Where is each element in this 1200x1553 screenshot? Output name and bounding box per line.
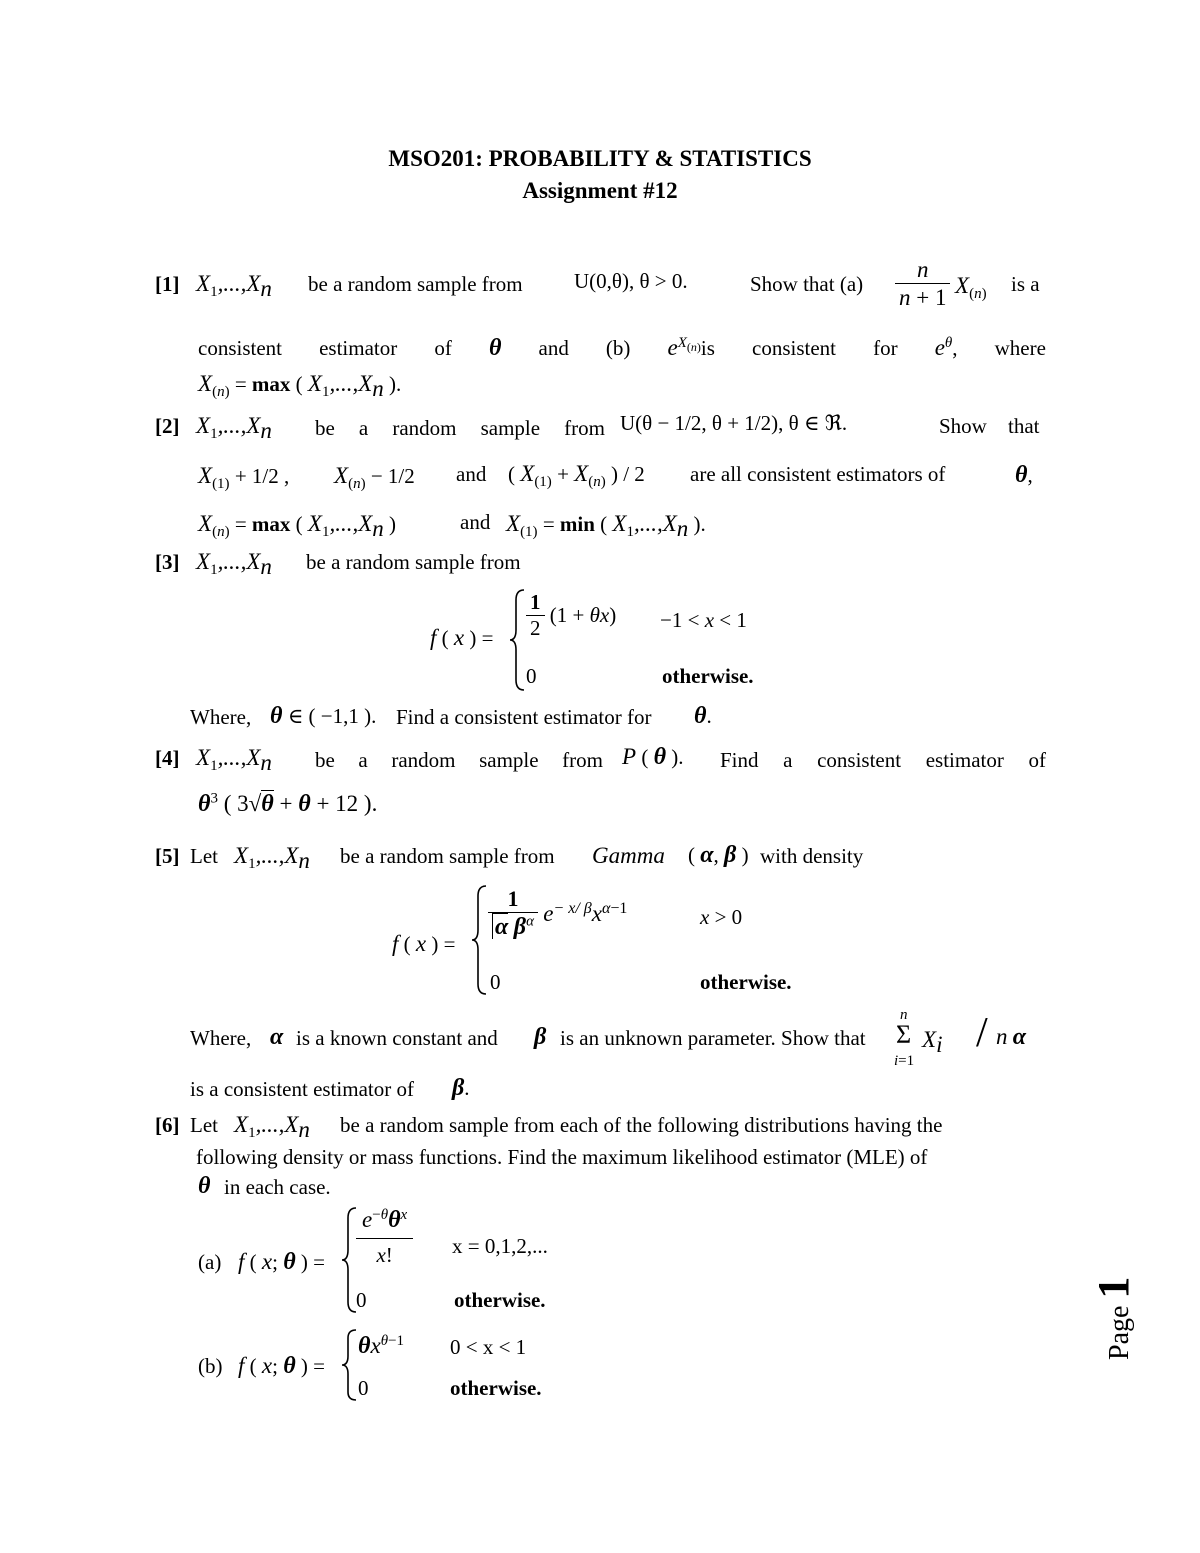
problem-4-sample: $X_1,...,X_n$ [196, 745, 272, 776]
problem-1-dist: U(0,θ), θ > 0. [574, 269, 688, 293]
problem-3-zero: 0 [526, 664, 537, 688]
problem-5-label: [5] [155, 844, 180, 868]
brace-icon [340, 1328, 358, 1402]
problem-5-sample: $X_1,...,X_n$ [234, 843, 310, 874]
problem-6-line3: in each case. [224, 1175, 331, 1199]
problem-2-and-2: and [460, 510, 491, 534]
problem-2-label: [2] [155, 414, 180, 438]
problem-3-intro: be a random sample from [306, 550, 521, 574]
problem-5-sum: $X_i$ [922, 1027, 943, 1058]
problem-2-min: $X_{(1)} = \min$ ( $X_1,...,X_n$ ). [506, 511, 706, 542]
problem-6b-support: 0 < x < 1 [450, 1335, 527, 1359]
problem-3-where: Where, [190, 705, 252, 729]
beta-symbol: β [534, 1024, 547, 1050]
problem-4-dist: P ( θ ). [622, 744, 684, 770]
course-title: MSO201: PROBABILITY & STATISTICS [388, 146, 812, 171]
problem-5-zero: 0 [490, 970, 501, 994]
problem-2-sample: $X_1,...,X_n$ [196, 413, 272, 444]
problem-6a-case1: $\frac{e^{-\theta}\theta^x}{x!}$ [356, 1208, 413, 1266]
problem-6-let: Let [190, 1113, 218, 1137]
problem-4-label: [4] [155, 746, 180, 770]
word: and [538, 336, 569, 360]
problem-2-est-2: $X_{(n)} - 1/2$ [334, 463, 415, 493]
problem-5-beta: β. [452, 1075, 470, 1101]
problem-2-line1a: be a random sample from [315, 416, 605, 440]
problem-1-sample: $X_1,...,X_n$ [196, 271, 272, 302]
page-number [1088, 1277, 1139, 1360]
problem-1-line2 [198, 335, 1046, 362]
problem-6-sample: $X_1,...,X_n$ [234, 1112, 310, 1143]
problem-5-gamma: Gamma [592, 843, 665, 868]
problem-2-max: $X_{(n)} = \max$ ( $X_1,...,X_n$ ) [198, 511, 397, 542]
problem-5-otherwise: otherwise. [700, 970, 792, 994]
problem-2-text: are all consistent estimators of [690, 462, 946, 486]
sum-upper: n [900, 1007, 908, 1023]
problem-3-case1: $\frac{1}{2}$ (1 + θx) [526, 592, 616, 639]
problem-3-otherwise: otherwise. [662, 664, 754, 688]
problem-1-label: [1] [155, 272, 180, 296]
problem-3-range: θ ∈ ( −1,1 ). [270, 703, 377, 729]
problem-4-line1a: be a random sample from [315, 748, 603, 772]
brace-icon [508, 588, 526, 692]
sum-icon: Σ [896, 1020, 912, 1049]
problem-5-intro: be a random sample from [340, 844, 555, 868]
word: consistent [752, 336, 837, 360]
problem-6b-zero: 0 [358, 1376, 369, 1400]
problem-5-where: Where, [190, 1026, 252, 1050]
problem-3-sample: $X_1,...,X_n$ [196, 549, 272, 580]
problem-5-unknown: is an unknown parameter. Show that [560, 1026, 866, 1050]
problem-1-xn: $X_{(n)}$ [955, 273, 987, 303]
problem-1-text-c: is a [1011, 272, 1040, 296]
problem-6-part-b: (b) [198, 1354, 223, 1378]
problem-5-params: ( α, β ) [688, 842, 749, 868]
word: where [994, 336, 1046, 360]
word: of [434, 336, 452, 360]
page-word: Page [1104, 1305, 1135, 1360]
problem-3-fx: f ( x ) = [430, 625, 494, 650]
problem-1-fraction: $\frac{n}{n + 1}$ [895, 258, 950, 309]
word: for [873, 336, 898, 360]
problem-5-case1: $\frac{1}{\alpha \beta^\alpha}$ $e^{- x/ \beta}x^{\alpha-1}$ [488, 888, 627, 939]
problem-3-label: [3] [155, 550, 180, 574]
problem-2-that: that [1008, 414, 1040, 438]
problem-1-max: $X_{(n)} = \max$ ( $X_1,...,X_n$ ). [198, 371, 402, 402]
problem-1-text-a: be a random sample from [308, 272, 523, 296]
problem-6b-otherwise: otherwise. [450, 1376, 542, 1400]
problem-3-find: Find a consistent estimator for [396, 705, 652, 729]
problem-2-est-3: ( $X_{(1)} + X_{(n)}$ ) / 2 [508, 461, 645, 491]
problem-3-theta: θ. [694, 703, 712, 729]
brace-icon [470, 884, 488, 996]
sum-lower: i=1 [894, 1053, 915, 1069]
problem-2-dist: U(θ − 1/2, θ + 1/2), θ ∈ ℜ. [620, 411, 848, 435]
problem-2-and: and [456, 462, 487, 486]
word: (b) [605, 336, 631, 360]
problem-4-line1b: Find a consistent estimator of [720, 748, 1046, 772]
problem-5-nalpha: n α [996, 1024, 1027, 1050]
word: estimator [319, 336, 398, 360]
problem-5-known: is a known constant and [296, 1026, 498, 1050]
problem-6-part-a: (a) [198, 1250, 222, 1274]
slash-icon: / [976, 1010, 988, 1056]
exp-theta: $e^\theta$, [934, 335, 958, 360]
problem-4-target: $\theta^3$ ( 3√θ + θ + 12 ). [198, 790, 378, 817]
problem-5-fx: f ( x ) = [392, 931, 456, 956]
problem-6a-fx: f ( x; θ ) = [238, 1249, 326, 1275]
problem-6b-fx: f ( x; θ ) = [238, 1353, 326, 1379]
word: consistent [198, 336, 282, 360]
problem-6-intro: be a random sample from each of the following distributions having the [340, 1113, 943, 1137]
alpha-symbol: α [270, 1024, 284, 1050]
page-digit: 1 [1089, 1276, 1138, 1299]
problem-5-conclusion: is a consistent estimator of [190, 1077, 414, 1101]
assignment-title: Assignment #12 [522, 178, 678, 203]
problem-5-support: x > 0 [700, 905, 743, 929]
problem-6-label: [6] [155, 1113, 180, 1137]
theta-symbol: θ [488, 335, 502, 361]
problem-6b-case1: $\theta x^{\theta-1}$ [358, 1333, 405, 1359]
problem-2-est-1: $X_{(1)} + 1/2$ , [198, 463, 290, 493]
problem-6a-zero: 0 [356, 1288, 367, 1312]
problem-6a-support: x = 0,1,2,... [452, 1234, 548, 1258]
problem-1-text-b: Show that (a) [750, 272, 864, 296]
problem-5-density: with density [760, 844, 864, 868]
problem-2-theta: θ, [1015, 462, 1033, 488]
problem-5-let: Let [190, 844, 218, 868]
problem-2-show: Show [939, 414, 987, 438]
problem-6a-otherwise: otherwise. [454, 1288, 546, 1312]
theta-symbol: θ [198, 1173, 211, 1199]
exp-xn: $e^{X_{(n)}}is$ [667, 335, 715, 360]
problem-6-line2: following density or mass functions. Find the maximum likelihood estimator (MLE) of [196, 1145, 928, 1169]
problem-3-support: −1 < x < 1 [660, 608, 747, 632]
